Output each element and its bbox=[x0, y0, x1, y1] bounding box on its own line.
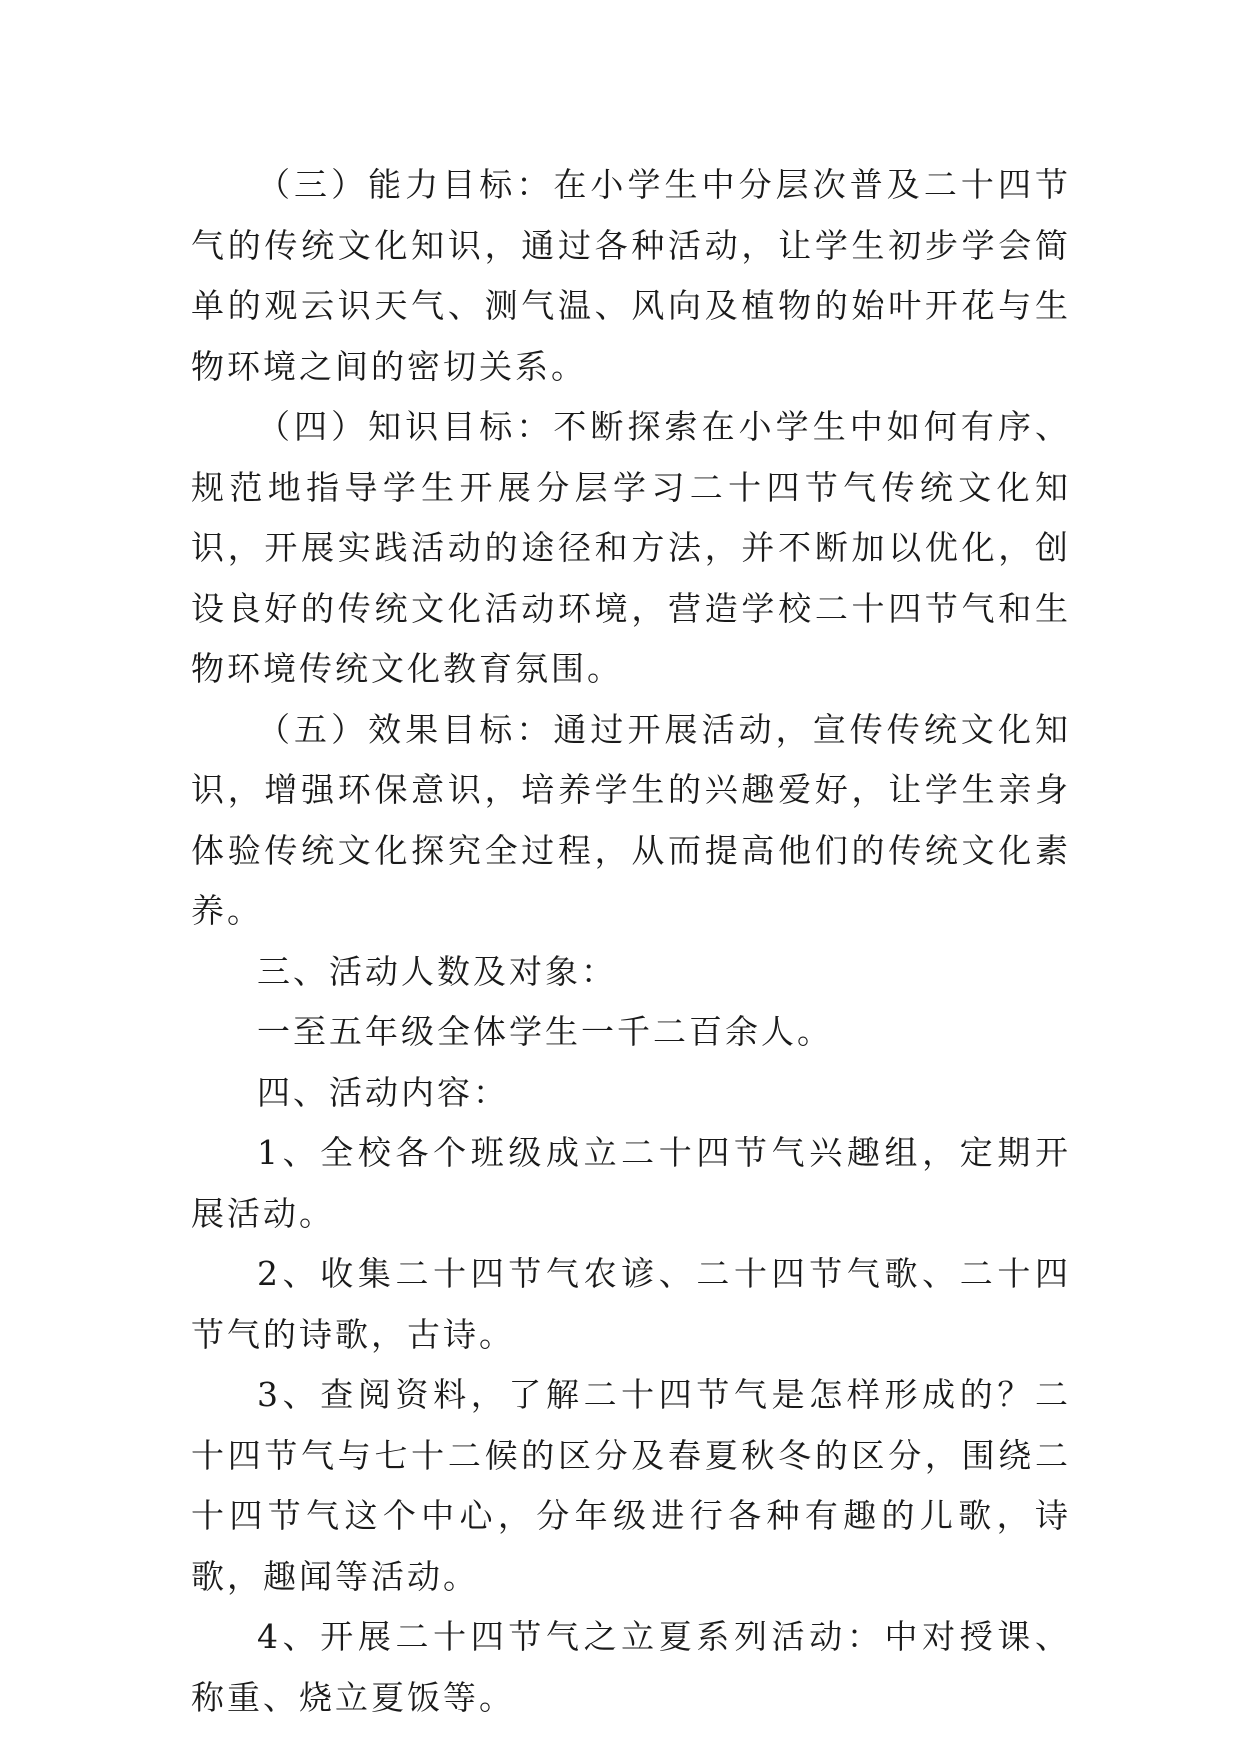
section-heading-activity-content: 四、活动内容： bbox=[257, 1072, 509, 1112]
list-item-2: 2、收集二十四节气农谚、二十四节气歌、二十四节气的诗歌，古诗。 bbox=[191, 1254, 1071, 1354]
paragraph-participants: 一至五年级全体学生一千二百余人。 bbox=[257, 1012, 833, 1051]
list-item-4: 4、开展二十四节气之立夏系列活动：中对授课、称重、烧立夏饭等。 bbox=[191, 1617, 1071, 1717]
document-body bbox=[191, 155, 1071, 1728]
list-item-1: 1、全校各个班级成立二十四节气兴趣组，定期开展活动。 bbox=[191, 1133, 1071, 1233]
paragraph-knowledge-goal: （四）知识目标：不断探索在小学生中如何有序、规范地指导学生开展分层学习二十四节气传统文化知识，开展实践活动的途径和方法，并不断加以优化，创设良好的传统文化活动环境，营造学校二十四节气和生物环境传统文化教育氛围。 bbox=[191, 407, 1071, 688]
paragraph-effect-goal: （五）效果目标：通过开展活动，宣传传统文化知识，增强环保意识，培养学生的兴趣爱好，让学生亲身体验传统文化探究全过程，从而提高他们的传统文化素养。 bbox=[191, 709, 1071, 930]
section-heading-participants: 三、活动人数及对象： bbox=[257, 951, 617, 991]
list-item-3: 3、查阅资料，了解二十四节气是怎样形成的？二十四节气与七十二候的区分及春夏秋冬的区分，围绕二十四节气这个中心，分年级进行各种有趣的儿歌，诗歌，趣闻等活动。 bbox=[191, 1375, 1071, 1596]
paragraph-ability-goal: （三）能力目标：在小学生中分层次普及二十四节气的传统文化知识，通过各种活动，让学生初步学会简单的观云识天气、测气温、风向及植物的始叶开花与生物环境之间的密切关系。 bbox=[191, 165, 1071, 386]
